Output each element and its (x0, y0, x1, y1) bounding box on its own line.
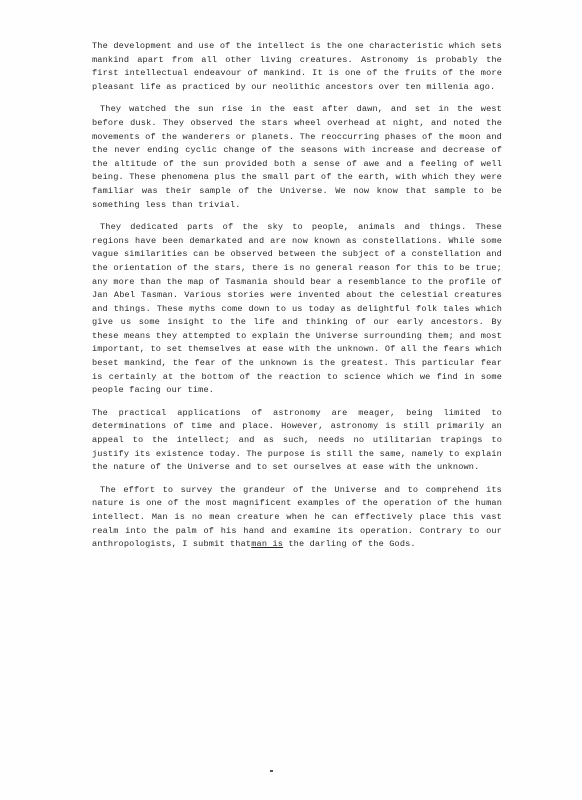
page-mark (270, 770, 273, 772)
underlined-phrase: man is (251, 539, 284, 550)
paragraph-5-tail: the darling of the Gods. (283, 539, 416, 550)
paragraph-3: They dedicated parts of the sky to people, animals and things. These regions have been demarkated and are now known as constellations. While some vague similarities can be observed between the subject of a constellation and the orientation of the stars, there is no general reason for this to be true; any more than the map of Tasmania should bear a resemblance to the profile of Jan Abel Tasman. Various stories were invented about the celestial creatures and things. These myths come down to us today as delightful folk tales which give us some insight to the life and thinking of our early ancestors. By these means they attempted to explain the Universe surrounding them; and most important, to set themselves at ease with the unknown. Of all the fears which beset mankind, the fear of the unknown is the greatest. This particular fear is certainly at the bottom of the reaction to science which we find in some people facing our time. (92, 222, 502, 396)
paragraph-5 (92, 484, 502, 552)
paragraph-4: The practical applications of astronomy are meager, being limited to determinations of time and place. However, astronomy is still primarily an appeal to the intellect; and as such, needs no utilitarian trapings to justify its existence today. The purpose is still the same, namely to explain the nature of the Universe and to set ourselves at ease with the unknown. (92, 407, 502, 473)
document-body (92, 40, 502, 561)
paragraph-2: They watched the sun rise in the east after dawn, and set in the west before dusk. They observed the stars wheel overhead at night, and noted the movements of the wanderers or planets. The reoccurring phases of the moon and the never ending cyclic change of the seasons with increase and decrease of the altitude of the sun provided both a sense of awe and a feeling of well being. These phenomena plus the small part of the earth, with which they were familiar was their sample of the Universe. We now know that sample to be something less than trivial. (92, 104, 502, 210)
paragraph-5-lead: The effort to survey the grandeur of the Universe and to comprehend its nature is one of the most magnificent examples of the operation of the human intellect. Man is no mean creature when he can effectively place this vast realm into the palm of his hand and examine its operation. Contrary to our anthropologists, I submit that (92, 484, 502, 550)
paragraph-1: The development and use of the intellect is the one characteristic which sets mankind apart from all other living creatures. Astronomy is probably the first intellectual endeavour of mankind. It is one of the fruits of the more pleasant life as practiced by our neolithic ancestors over ten millenia ago. (92, 41, 502, 92)
